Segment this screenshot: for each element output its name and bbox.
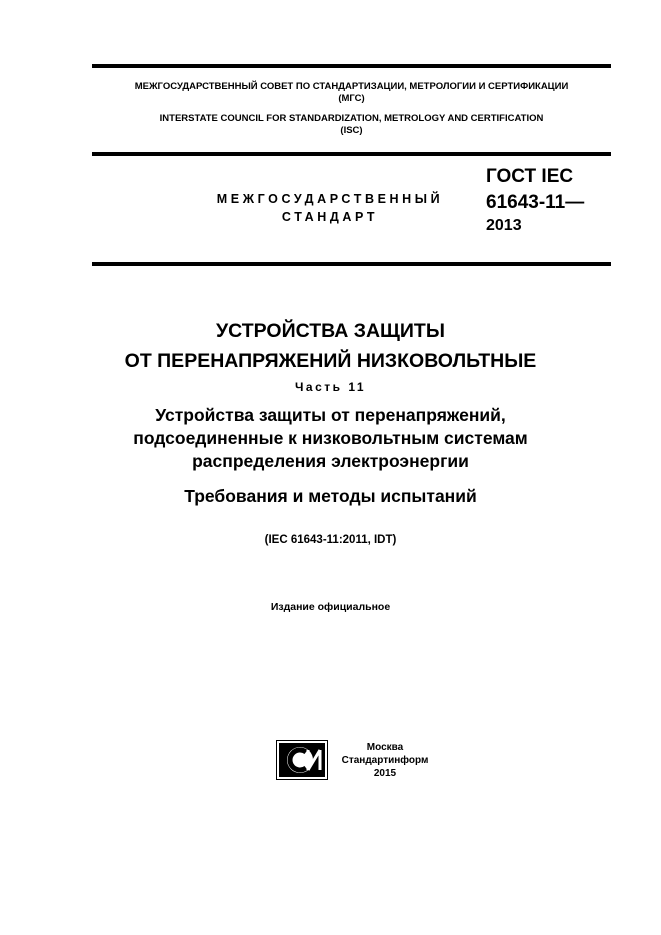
publisher-info	[330, 741, 440, 780]
subtitle-line1: Устройства защиты от перенапряжений,	[155, 405, 506, 425]
main-title-line2: ОТ ПЕРЕНАПРЯЖЕНИЙ НИЗКОВОЛЬТНЫЕ	[124, 350, 537, 372]
standartinform-logo-icon	[276, 740, 328, 780]
publisher-year: 2015	[373, 768, 397, 779]
main-title-line1: УСТРОЙСТВА ЗАЩИТЫ	[216, 320, 445, 342]
designation-number: 61643-11—	[486, 192, 585, 213]
subtitle-line2: подсоединенные к низковольтным системам	[133, 428, 528, 448]
bottom-rule	[92, 262, 611, 266]
designation-prefix: ГОСТ IEC	[486, 166, 574, 187]
requirements-title: Требования и методы испытаний	[184, 486, 477, 506]
council-en-name: INTERSTATE COUNCIL FOR STANDARDIZATION, METROLOGY AND CERTIFICATION	[159, 113, 544, 124]
council-en-abbr: (ISC)	[340, 125, 363, 136]
council-english	[92, 113, 611, 137]
publisher-name: Стандартинформ	[341, 755, 429, 766]
top-rule	[92, 64, 611, 68]
subtitle-line3: распределения электроэнергии	[192, 451, 469, 471]
official-edition: Издание официальное	[270, 601, 391, 613]
main-title	[40, 316, 621, 376]
council-ru-name: МЕЖГОСУДАРСТВЕННЫЙ СОВЕТ ПО СТАНДАРТИЗАЦИИ, МЕТРОЛОГИИ И СЕРТИФИКАЦИИ	[134, 81, 569, 92]
standard-type-line1: МЕЖГОСУДАРСТВЕННЫЙ	[216, 192, 444, 206]
council-ru-abbr: (МГС)	[338, 93, 365, 104]
publisher-city: Москва	[366, 742, 404, 753]
middle-rule	[92, 152, 611, 156]
subtitle	[40, 404, 621, 473]
iec-reference: (IEC 61643-11:2011, IDT)	[264, 534, 397, 546]
council-russian	[92, 81, 611, 105]
standard-type-line2: СТАНДАРТ	[281, 210, 379, 224]
designation-year: 2013	[486, 217, 522, 234]
standard-type	[180, 190, 480, 226]
part-label: Часть 11	[294, 380, 367, 394]
standard-designation	[486, 164, 584, 236]
